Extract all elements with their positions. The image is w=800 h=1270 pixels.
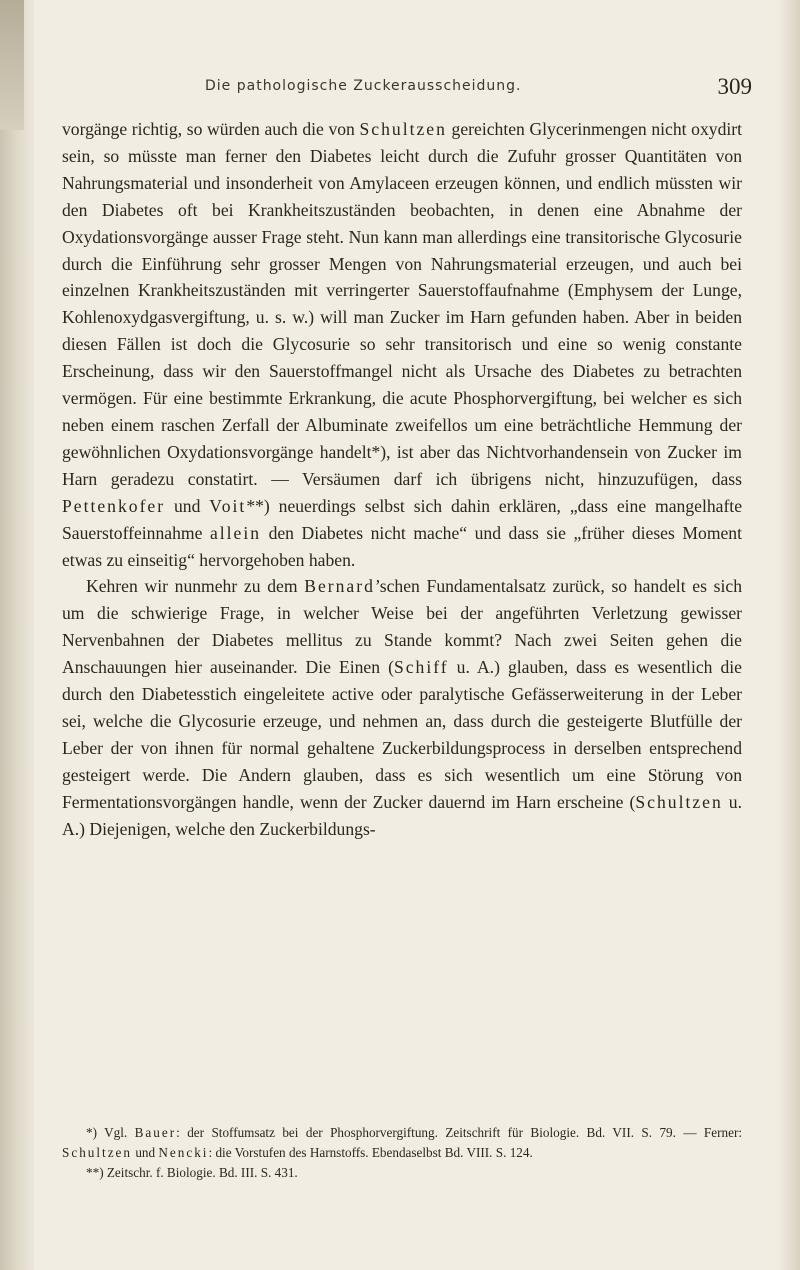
text-run: den Diabetes nicht mache“ und dass sie „früher dieses Moment etwas zu einseitig“ hervorgehoben haben. [62,522,742,570]
author-name: Schultzen [62,1145,133,1160]
text-run: gereichten Glycerinmengen nicht oxydirt sein, so müsste man ferner den Diabetes leicht durch die Zufuhr grosser Quantitäten von Nahrungsmaterial und insonderheit von Amylaceen erzeugen können, und endlich müssten wir den Diabetes oft bei Krankheitszuständen beobachten, in denen eine Abnahme der Oxydationsvorgänge ausser Frage steht. Nun kann man allerdings eine transitorische Glycosurie durch die Einführung sehr grosser Mengen von Nahrungsmaterial erzeugen, und auch bei einzelnen Krankheitszuständen mit verringerter Sauerstoffaufnahme (Emphysem der Lunge, Kohlenoxydgasvergiftung, u. s. w.) will man Zucker im Harn gefunden haben. Aber in beiden diesen Fällen ist doch die Glycosurie so sehr transitorisch und eine so wenig constante Erscheinung, dass wir den Sauerstoffmangel nicht als Ursache des Diabetes zu betrachten vermögen. Für eine bestimmte Erkrankung, die acute Phosphorvergiftung, bei welcher es sich neben einem raschen Zerfall der Albuminate zweifellos um eine beträchtliche Hemmung der gewöhnlichen Oxydationsvorgänge handelt*), ist aber das Nichtvorhandensein von Zucker im Harn geradezu constatirt. — Versäumen darf ich übrigens nicht, hinzuzufügen, dass [62,119,743,489]
author-name: allein [209,522,262,543]
author-name: Voit [209,495,247,516]
author-name: Schultzen [635,791,723,812]
binding-shadow [0,0,24,130]
text-run: und [165,495,210,516]
author-name: Schultzen [359,119,447,139]
text-run: vorgänge richtig, so würden auch die von [62,119,360,139]
text-run: *) Vgl. [86,1125,135,1140]
footnote-2 [62,1163,742,1183]
author-name: Bauer [134,1125,177,1140]
author-name: Nencki [158,1145,209,1160]
paragraph-2 [62,573,742,842]
page-edge-left [0,0,34,1270]
page-header [60,74,776,104]
text-run: : der Stoffumsatz bei der Phosphorvergiftung. Zeitschrift für Biologie. Bd. VII. S. 79. — Ferner: [176,1125,743,1140]
text-run: und [132,1145,159,1160]
text-run: : die Vorstufen des Harnstoffs. Ebendaselbst Bd. VIII. S. 124. [208,1145,533,1160]
text-run: u. A.) Diejenigen, welche den Zuckerbildungs- [62,791,743,839]
text-run: **) Zeitschr. f. Biologie. Bd. III. S. 431. [86,1165,298,1180]
author-name: Bernard [304,576,375,597]
text-run: Kehren wir nunmehr zu dem [86,576,305,597]
footnote-1 [62,1123,742,1163]
page-edge-right [778,0,800,1270]
page-number: 309 [717,74,752,99]
footnotes [62,1123,742,1183]
text-run: u. A.) glauben, dass es wesentlich die durch den Diabetesstich eingeleitete active oder paralytische Gefässerweiterung in der Leber sei, welche die Glycosurie erzeuge, und nehmen an, dass durch die gesteigerte Blutfülle der Leber der von ihnen für normal gehaltene Zuckerbildungsprocess in derselben entsprechend gesteigert werde. Die Andern glauben, dass es sich wesentlich um eine Störung von Fermentationsvorgängen handle, wenn der Zucker dauernd im Harn erscheine ( [62,657,742,812]
paragraph-1 [62,116,742,573]
text-run: ’schen Fundamentalsatz zurück, so handelt es sich um die schwierige Frage, in welcher Weise bei der angeführten Verletzung gewisser Nervenbahnen der Diabetes mellitus zu Stande kommt? Nach zwei Seiten gehen die Anschauungen hier auseinander. Die Einen ( [62,576,742,678]
body-text [62,116,742,842]
author-name: Schiff [393,657,449,678]
running-head: Die pathologische Zuckerausscheidung. [205,78,522,94]
author-name: Pettenkofer [62,495,166,516]
text-run: **) neuerdings selbst sich dahin erklären, „dass eine mangelhafte Sauerstoffeinnahme [62,495,742,543]
